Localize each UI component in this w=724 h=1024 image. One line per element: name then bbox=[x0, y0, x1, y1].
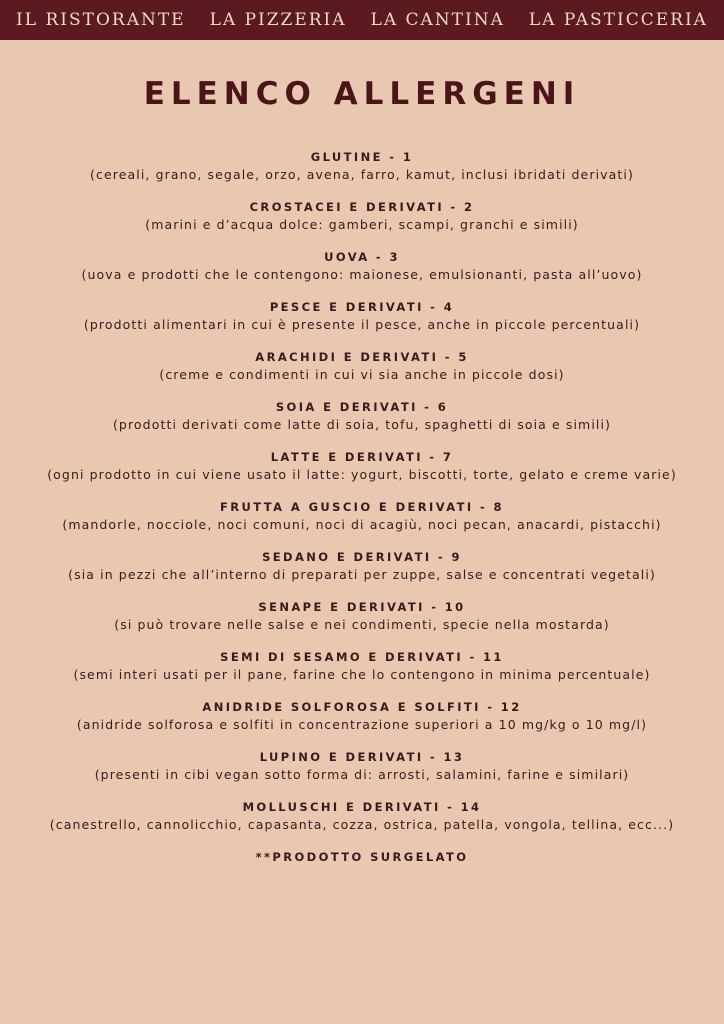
allergen-item bbox=[30, 750, 694, 783]
allergen-name: GLUTINE - 1 bbox=[310, 150, 414, 164]
allergen-name: UOVA - 3 bbox=[324, 250, 400, 264]
allergen-name: SEDANO E DERIVATI - 9 bbox=[262, 550, 462, 564]
allergen-name: SEMI DI SESAMO E DERIVATI - 11 bbox=[220, 650, 504, 664]
allergen-item bbox=[30, 250, 694, 283]
allergen-description: (mandorle, nocciole, noci comuni, noci di acagiù, noci pecan, anacardi, pistacchi) bbox=[62, 517, 662, 532]
allergen-description: (cereali, grano, segale, orzo, avena, farro, kamut, inclusi ibridati derivati) bbox=[90, 167, 634, 182]
nav-item-pizzeria[interactable]: LA PIZZERIA bbox=[209, 10, 347, 30]
allergen-description: (prodotti derivati come latte di soia, tofu, spaghetti di soia e simili) bbox=[112, 417, 612, 432]
allergen-description: (semi interi usati per il pane, farine che lo contengono in minima percentuale) bbox=[73, 667, 651, 682]
allergen-name: PESCE E DERIVATI - 4 bbox=[269, 300, 455, 314]
frozen-product-note: **PRODOTTO SURGELATO bbox=[255, 850, 469, 864]
allergen-description: (ogni prodotto in cui viene usato il latte: yogurt, biscotti, torte, gelato e creme varie) bbox=[47, 467, 677, 482]
allergen-item bbox=[30, 400, 694, 433]
allergen-description: (prodotti alimentari in cui è presente il pesce, anche in piccole percentuali) bbox=[83, 317, 641, 332]
allergen-name: SENAPE E DERIVATI - 10 bbox=[258, 600, 466, 614]
nav-item-pasticceria[interactable]: LA PASTICCERIA bbox=[528, 10, 708, 30]
allergen-item bbox=[30, 800, 694, 833]
allergen-item bbox=[30, 350, 694, 383]
allergen-description: (creme e condimenti in cui vi sia anche in piccole dosi) bbox=[159, 367, 565, 382]
top-navigation bbox=[0, 0, 724, 40]
allergen-description: (uova e prodotti che le contengono: maionese, emulsionanti, pasta all’uovo) bbox=[81, 267, 643, 282]
allergen-name: LUPINO E DERIVATI - 13 bbox=[259, 750, 465, 764]
allergen-name: FRUTTA A GUSCIO E DERIVATI - 8 bbox=[220, 500, 504, 514]
allergen-description: (anidride solforosa e solfiti in concentrazione superiori a 10 mg/kg o 10 mg/l) bbox=[76, 717, 648, 732]
allergen-item bbox=[30, 150, 694, 183]
allergen-name: ARACHIDI E DERIVATI - 5 bbox=[255, 350, 469, 364]
allergen-item bbox=[30, 300, 694, 333]
allergen-description: (sia in pezzi che all’interno di preparati per zuppe, salse e concentrati vegetali) bbox=[68, 567, 656, 582]
allergen-item bbox=[30, 450, 694, 483]
allergen-list bbox=[0, 150, 724, 865]
allergen-name: SOIA E DERIVATI - 6 bbox=[275, 400, 449, 414]
allergen-description: (si può trovare nelle salse e nei condimenti, specie nella mostarda) bbox=[114, 617, 610, 632]
allergen-name: ANIDRIDE SOLFOROSA E SOLFITI - 12 bbox=[202, 700, 522, 714]
page-title: ELENCO ALLERGENI bbox=[143, 76, 581, 112]
allergen-name: CROSTACEI E DERIVATI - 2 bbox=[249, 200, 475, 214]
allergen-item bbox=[30, 550, 694, 583]
allergen-item bbox=[30, 600, 694, 633]
allergen-item bbox=[30, 500, 694, 533]
allergen-name: LATTE E DERIVATI - 7 bbox=[270, 450, 454, 464]
allergen-item bbox=[30, 200, 694, 233]
allergen-name: MOLLUSCHI E DERIVATI - 14 bbox=[242, 800, 482, 814]
allergen-item bbox=[30, 700, 694, 733]
allergen-item bbox=[30, 650, 694, 683]
allergen-description: (marini e d’acqua dolce: gamberi, scampi, granchi e simili) bbox=[145, 217, 579, 232]
nav-item-ristorante[interactable]: IL RISTORANTE bbox=[16, 10, 186, 30]
nav-item-cantina[interactable]: LA CANTINA bbox=[370, 10, 505, 30]
allergen-description: (canestrello, cannolicchio, capasanta, cozza, ostrica, patella, vongola, tellina, ecc...) bbox=[49, 817, 675, 832]
allergen-description: (presenti in cibi vegan sotto forma di: arrosti, salamini, farine e similari) bbox=[94, 767, 630, 782]
